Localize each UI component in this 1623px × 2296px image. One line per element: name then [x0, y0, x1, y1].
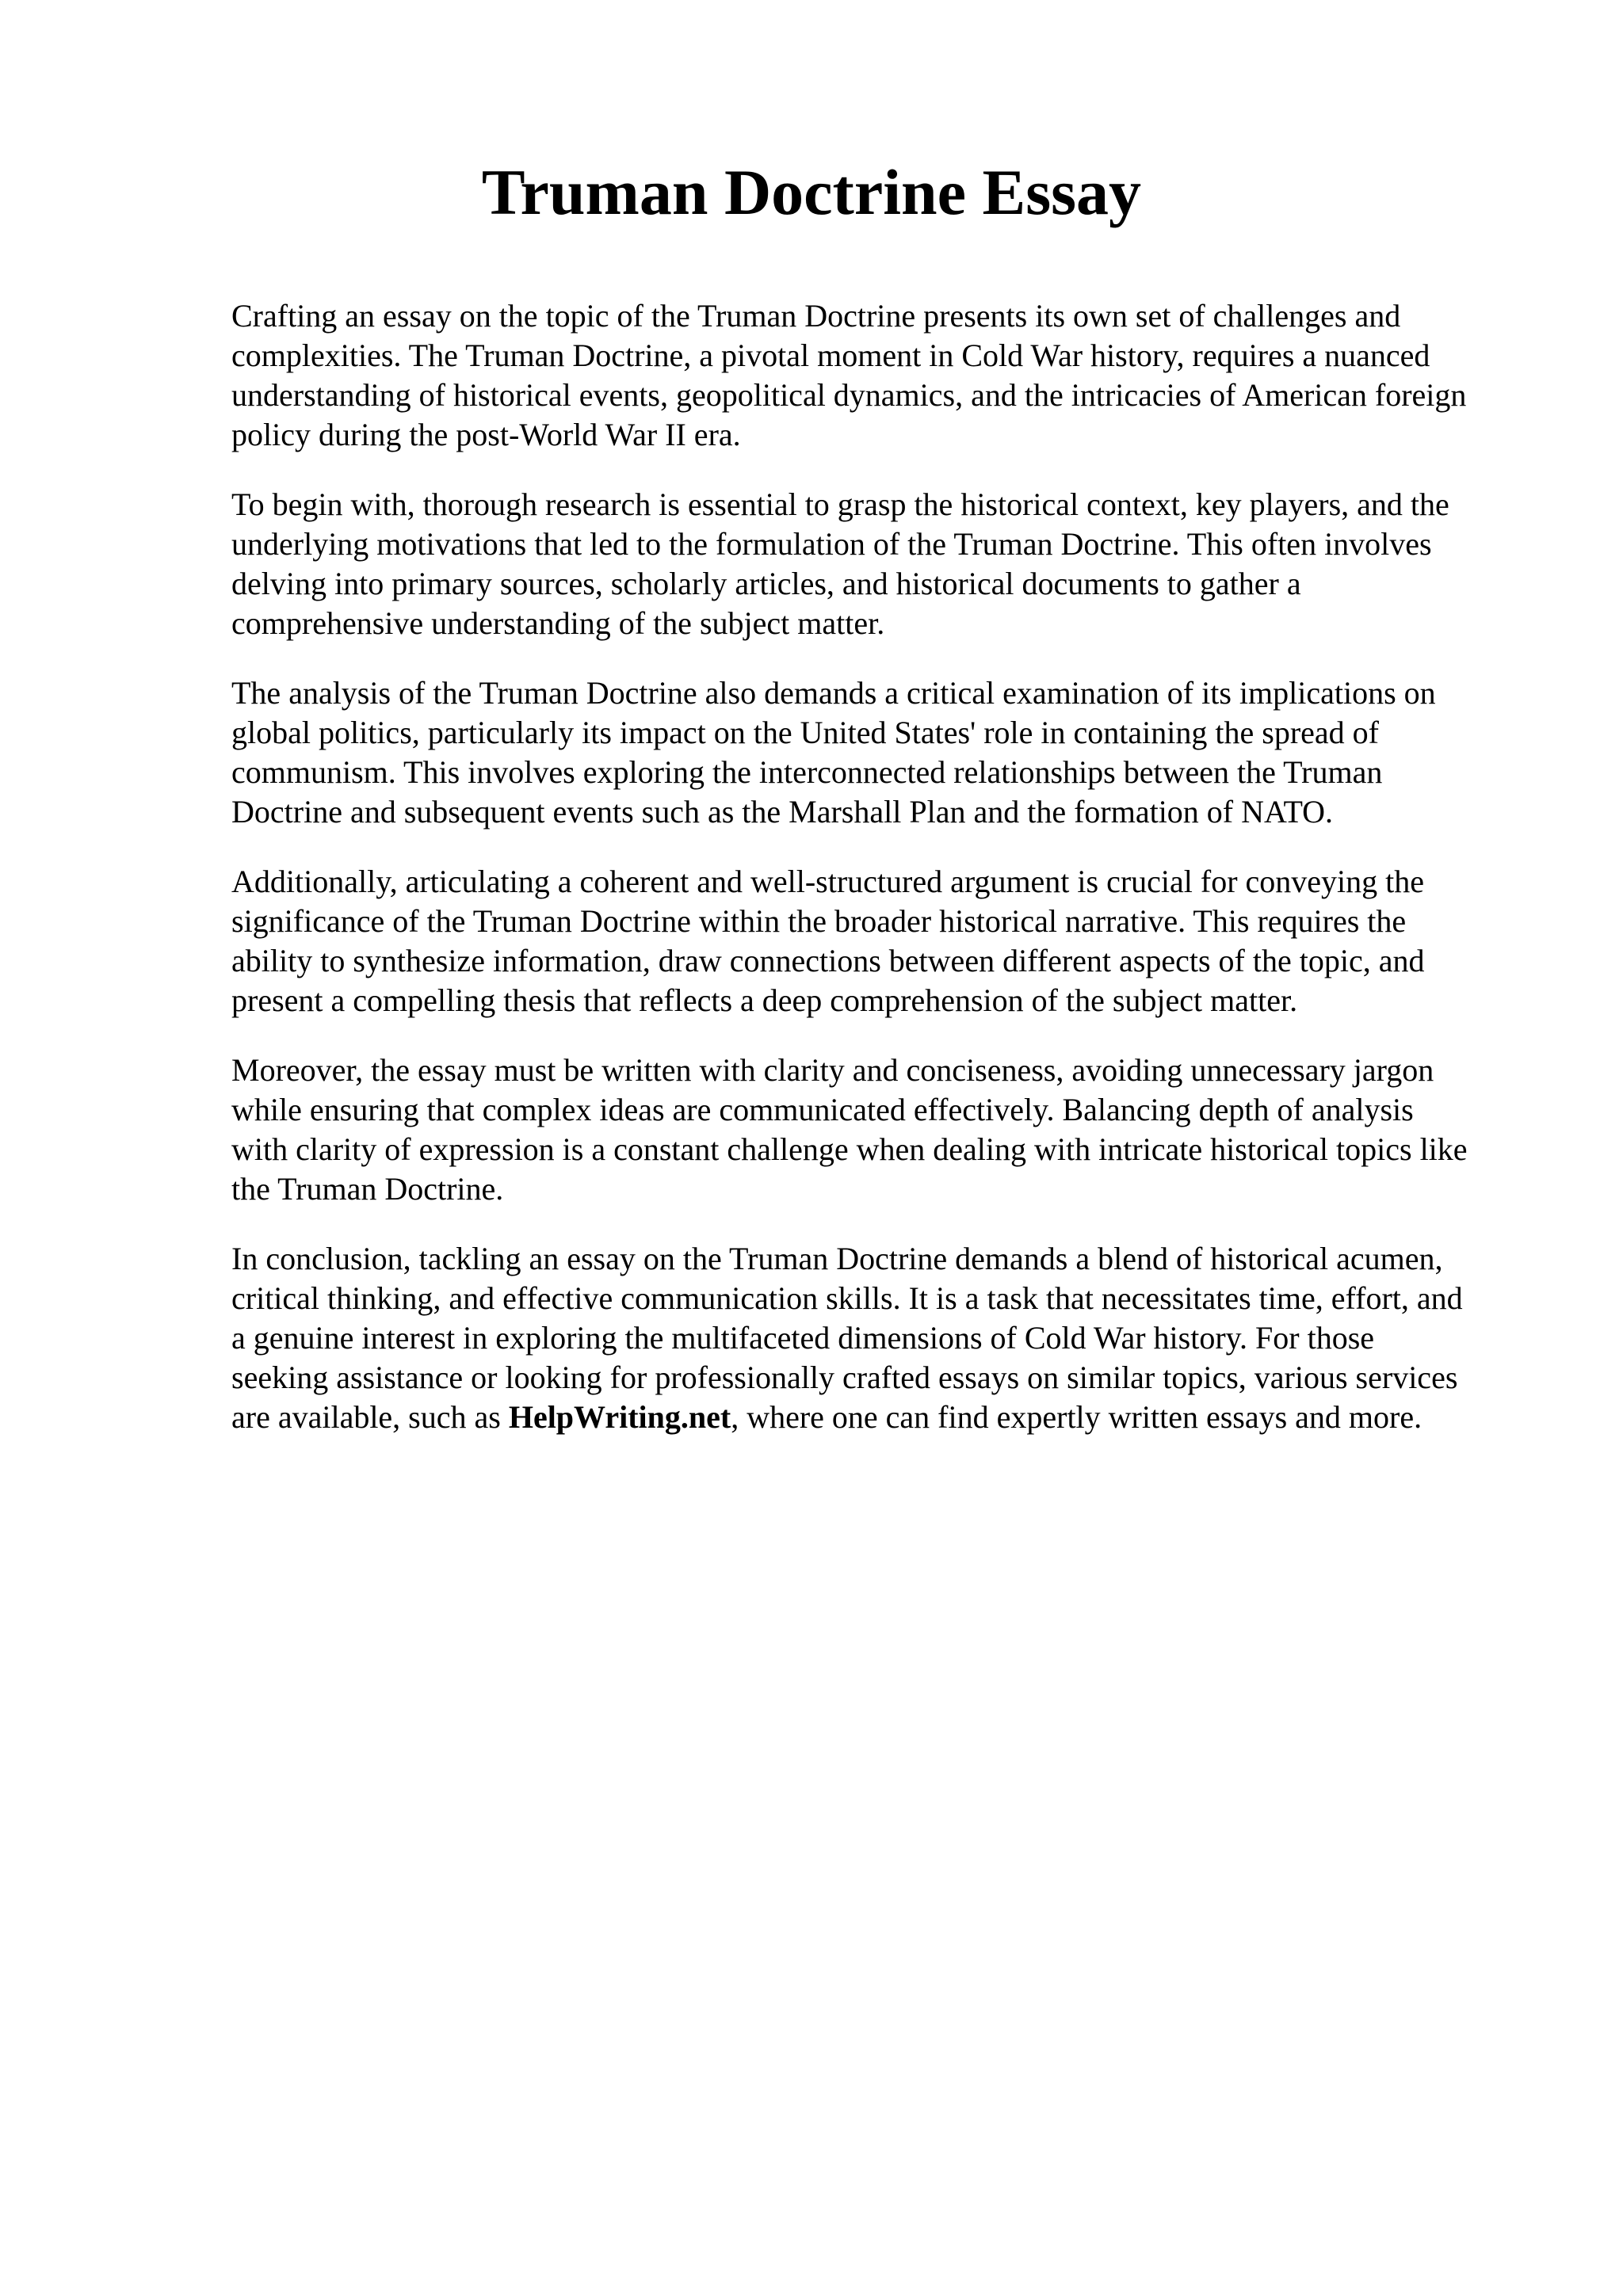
text-line — [231, 1398, 1531, 1437]
paragraph-6 — [231, 1239, 1531, 1437]
document-title: Truman Doctrine Essay — [481, 156, 1142, 228]
text-line: present a compelling thesis that reflects a deep comprehension of the subject matter. — [231, 982, 1298, 1018]
text-segment: , where one can find expertly written essays and more. — [731, 1399, 1423, 1435]
text-line: global politics, particularly its impact on the United States' role in containing the spread of — [231, 715, 1379, 750]
text-line: The analysis of the Truman Doctrine also demands a critical examination of its implications on — [231, 675, 1436, 711]
paragraph-2 — [231, 485, 1531, 643]
paragraph-1 — [231, 296, 1531, 455]
text-line: policy during the post-World War II era. — [231, 417, 741, 452]
text-line: Additionally, articulating a coherent and well-structured argument is crucial for conveying the — [231, 864, 1425, 899]
text-line: significance of the Truman Doctrine within the broader historical narrative. This requires the — [231, 903, 1407, 939]
text-segment: are available, such as — [231, 1399, 509, 1435]
text-line: a genuine interest in exploring the multifaceted dimensions of Cold War history. For those — [231, 1320, 1375, 1356]
text-line: comprehensive understanding of the subject matter. — [231, 605, 885, 641]
text-line: complexities. The Truman Doctrine, a pivotal moment in Cold War history, requires a nuanced — [231, 338, 1430, 373]
text-line: the Truman Doctrine. — [231, 1171, 504, 1207]
text-line: critical thinking, and effective communication skills. It is a task that necessitates time, effort, and — [231, 1280, 1463, 1316]
text-line: Doctrine and subsequent events such as the Marshall Plan and the formation of NATO. — [231, 794, 1334, 830]
text-line: while ensuring that complex ideas are communicated effectively. Balancing depth of analysis — [231, 1092, 1414, 1127]
brand-name: HelpWriting.net — [508, 1399, 731, 1435]
text-line: To begin with, thorough research is essential to grasp the historical context, key players, and the — [231, 486, 1449, 522]
text-line: with clarity of expression is a constant challenge when dealing with intricate historical topics like — [231, 1131, 1468, 1167]
text-line: underlying motivations that led to the formulation of the Truman Doctrine. This often involves — [231, 526, 1432, 562]
paragraph-4 — [231, 862, 1531, 1020]
text-line: Crafting an essay on the topic of the Truman Doctrine presents its own set of challenges and — [231, 298, 1401, 334]
text-line: ability to synthesize information, draw connections between different aspects of the topic, and — [231, 943, 1425, 978]
text-line: communism. This involves exploring the interconnected relationships between the Truman — [231, 754, 1383, 790]
paragraph-5 — [231, 1051, 1531, 1209]
text-line: In conclusion, tackling an essay on the Truman Doctrine demands a blend of historical acumen, — [231, 1241, 1443, 1276]
text-line: seeking assistance or looking for professionally crafted essays on similar topics, various services — [231, 1360, 1458, 1395]
essay-body — [231, 296, 1531, 1467]
text-line: delving into primary sources, scholarly articles, and historical documents to gather a — [231, 566, 1301, 601]
text-line: understanding of historical events, geopolitical dynamics, and the intricacies of American foreign — [231, 377, 1467, 413]
text-line: Moreover, the essay must be written with clarity and conciseness, avoiding unnecessary jargon — [231, 1052, 1434, 1088]
paragraph-3 — [231, 673, 1531, 832]
